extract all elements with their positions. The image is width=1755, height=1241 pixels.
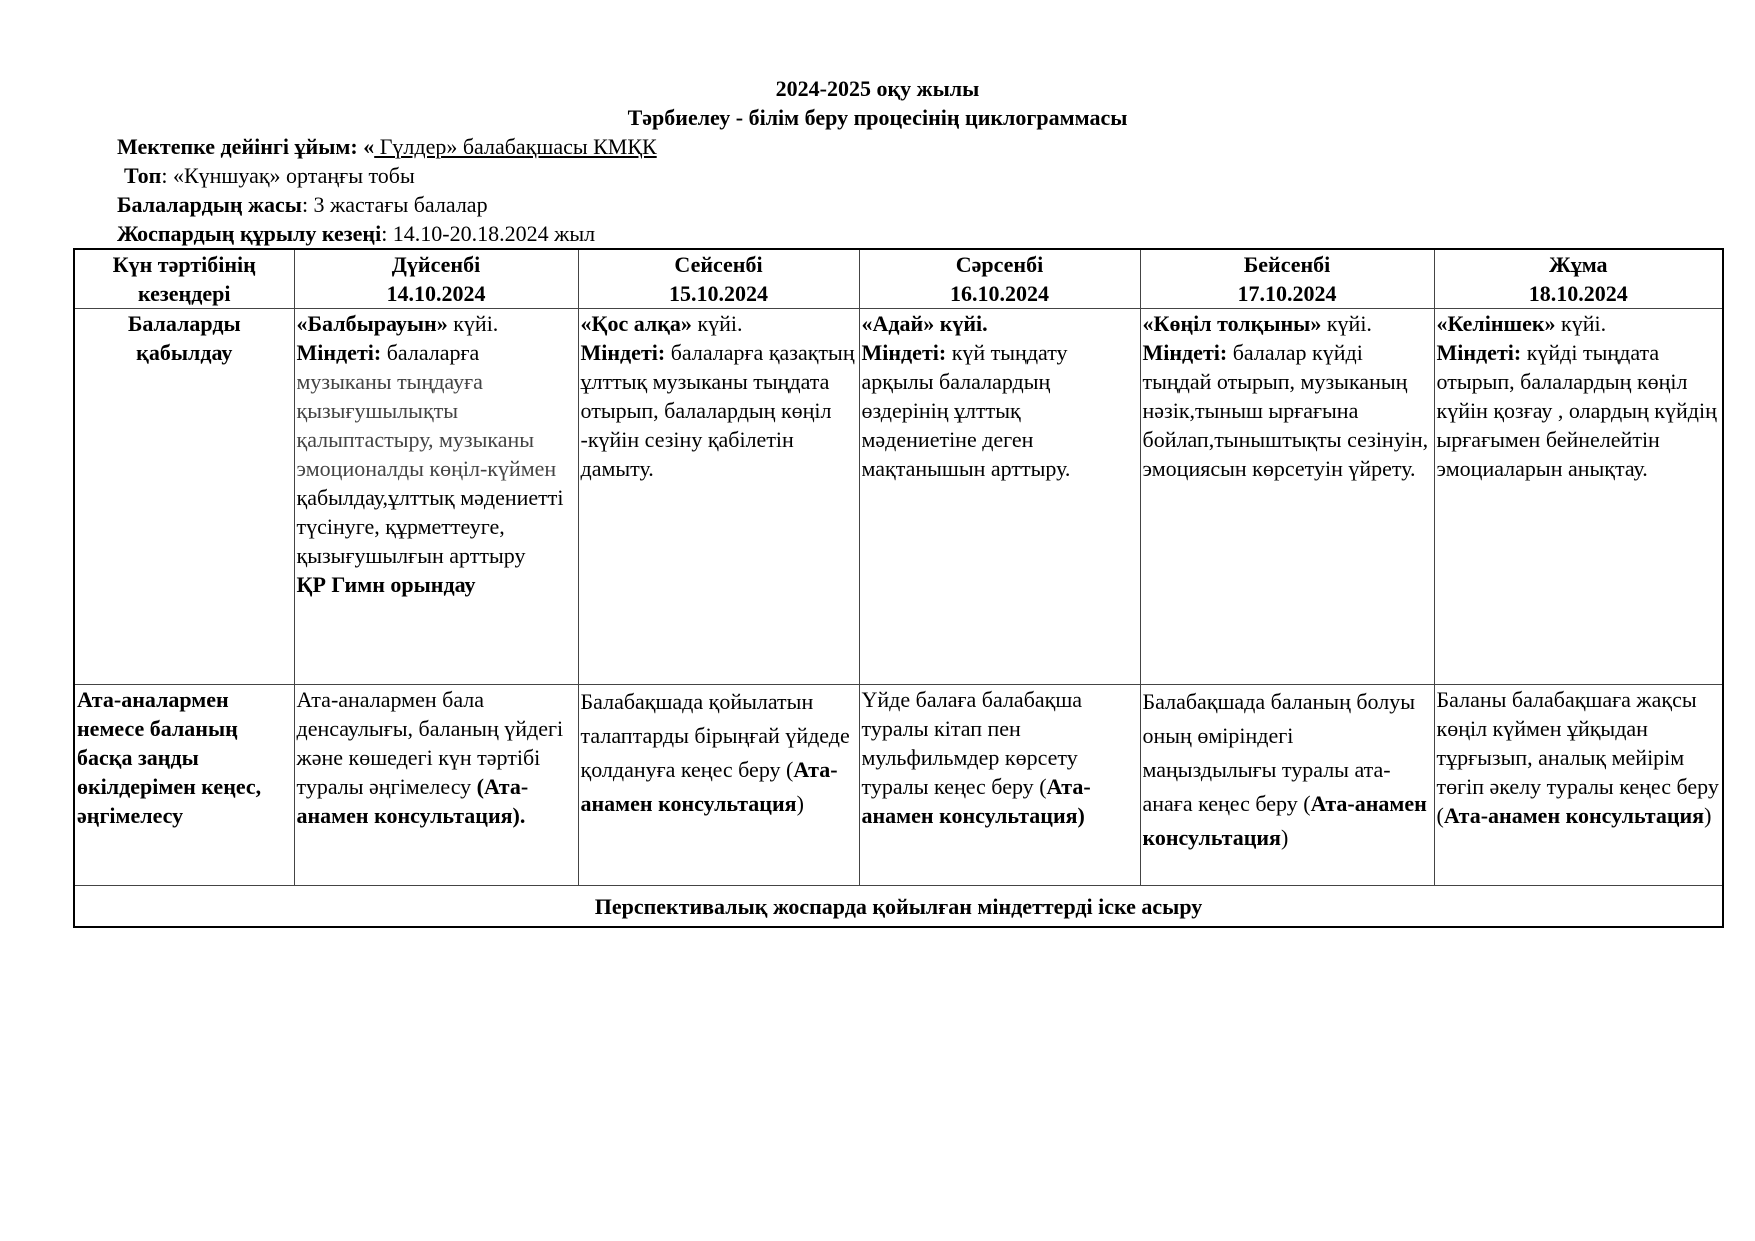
day-name: Сәрсенбі [955, 252, 1044, 277]
organization-value: Гүлдер» балабақшасы КМҚК [374, 134, 657, 159]
table-footer-row [74, 886, 1723, 928]
task-text: күй тыңдату арқылы балалардың өздерінің ұлттық мәдениетіне деген мақтанышын арттыру. [861, 340, 1071, 481]
cell-reception-friday [1434, 309, 1723, 685]
task-text-gray: музыканы тыңдауға қызығушылықты қалыптастыру, музыканы эмоционалды көңіл-күймен [296, 369, 557, 481]
table-row-reception [74, 309, 1723, 685]
age-label: Балалардың жасы [117, 192, 302, 217]
table-header-row [74, 249, 1723, 309]
activity-title: «Қос алқа» [580, 311, 692, 336]
advice-open: ( [786, 757, 794, 782]
task-label: Міндеті: [1436, 340, 1522, 365]
period-value: : 14.10-20.18.2024 жыл [381, 221, 596, 246]
cell-parents-monday [294, 685, 578, 886]
cell-reception-thursday [1140, 309, 1434, 685]
advice-tag: Ата-анамен консультация) [861, 774, 1091, 828]
advice-text: Баланы балабақшаға жақсы көңіл күймен ұйқыдан тұрғызып, аналық мейірім төгіп әкелу туралы кеңес беру [1436, 687, 1719, 799]
day-header-tuesday [578, 249, 859, 309]
period-line [117, 220, 595, 248]
task-text: балаларға [381, 340, 480, 365]
task-label: Міндеті: [1142, 340, 1228, 365]
advice-text: Балабақшада баланың болуы оның өміріндегі маңыздылығы туралы ата-анаға кеңес беру [1142, 689, 1416, 816]
footer-text: Перспективалық жоспарда қойылған міндеттерді іске асыру [74, 886, 1723, 928]
advice-text: Ата-аналармен бала денсаулығы, баланың үйдегі және көшедегі күн тәртібі туралы әңгімелесу [296, 687, 564, 799]
activity-suffix: күйі. [447, 311, 499, 336]
period-label: Жоспардың құрылу кезеңі [117, 221, 382, 246]
cell-parents-wednesday [859, 685, 1140, 886]
day-date: 18.10.2024 [1528, 281, 1628, 306]
cell-parents-thursday [1140, 685, 1434, 886]
day-name: Сейсенбі [674, 252, 763, 277]
day-name: Бейсенбі [1243, 252, 1331, 277]
activity-title: «Келіншек» [1436, 311, 1556, 336]
day-header-friday [1434, 249, 1723, 309]
advice-open: ( [1039, 774, 1047, 799]
row-label-parents: Ата-аналармен немесе баланың басқа заңды өкілдерімен кеңес, әңгімелесу [74, 685, 294, 886]
task-label: Міндеті: [296, 340, 382, 365]
age-line [117, 191, 488, 219]
advice-tag: Ата-анамен консультация [1443, 803, 1705, 828]
day-date: 17.10.2024 [1237, 281, 1337, 306]
day-date: 14.10.2024 [386, 281, 486, 306]
day-date: 16.10.2024 [950, 281, 1049, 306]
corner-header: Күн тәртібінің кезеңдері [74, 249, 294, 309]
organization-quote: « [363, 134, 375, 159]
advice-tag: (Ата-анамен консультация). [296, 774, 529, 828]
task-label: Міндеті: [861, 340, 947, 365]
advice-open: ( [1436, 803, 1444, 828]
group-line [124, 162, 415, 190]
activity-suffix: күйі. [1555, 311, 1607, 336]
cyclogram-table [73, 248, 1724, 928]
day-name: Дүйсенбі [391, 252, 481, 277]
advice-text: Балабақшада қойылатын талаптарды бірыңғай үйдеде қолдануға кеңес беру [580, 689, 850, 782]
task-label: Міндеті: [580, 340, 666, 365]
task-text: балалар күйді тыңдай отырып, музыканың нәзік,тыныш ырғағына бойлап,тыныштықты сезінуін, эмоциясын көрсетуін үйрету. [1142, 340, 1429, 481]
organization-label: Мектепке дейінгі ұйым: [117, 134, 358, 159]
academic-year: 2024-2025 оқу жылы [775, 76, 980, 101]
cell-reception-monday [294, 309, 578, 685]
advice-close: ) [1704, 803, 1712, 828]
age-value: : 3 жастағы балалар [301, 192, 488, 217]
day-header-thursday [1140, 249, 1434, 309]
document-title: Тәрбиелеу - білім беру процесінің циклограммасы [627, 105, 1128, 130]
row-label-reception: Балаларды қабылдау [74, 309, 294, 685]
day-date: 15.10.2024 [669, 281, 768, 306]
activity-suffix: күйі. [691, 311, 743, 336]
task-text: балаларға қазақтың ұлттық музыканы тыңдата отырып, балалардың көңіл -күйін сезіну қабілетін дамыту. [580, 340, 855, 481]
table-row-parents [74, 685, 1723, 886]
organization-line [117, 133, 657, 161]
day-header-wednesday [859, 249, 1140, 309]
cell-reception-tuesday [578, 309, 859, 685]
cell-reception-wednesday [859, 309, 1140, 685]
cell-parents-friday [1434, 685, 1723, 886]
group-label: Топ [124, 163, 162, 188]
anthem-note: ҚР Гимн орындау [296, 572, 476, 597]
group-value: : «Күншуақ» ортаңғы тобы [161, 163, 415, 188]
advice-tag: Ата-анамен консультация [1142, 791, 1427, 850]
task-text-continued: қабылдау,ұлттық мәдениетті түсінуге, құрметтеуге, қызығушылғын арттыру [296, 485, 564, 568]
day-header-monday [294, 249, 578, 309]
activity-title: «Көңіл толқыны» [1142, 311, 1322, 336]
advice-open: ( [1303, 791, 1311, 816]
activity-title: «Адай» күйі. [861, 311, 988, 336]
advice-tag: Ата-анамен консультация [580, 757, 838, 816]
advice-close: ) [796, 791, 804, 816]
day-name: Жұма [1548, 252, 1608, 277]
advice-text: Үйде балаға балабақша туралы кітап пен мульфильмдер көрсету туралы кеңес беру [861, 687, 1083, 799]
activity-title: «Балбырауын» [296, 311, 448, 336]
activity-suffix: күйі. [1321, 311, 1372, 336]
cell-parents-tuesday [578, 685, 859, 886]
task-text: күйді тыңдата отырып, балалардың көңіл күйін қозғау , олардың күйдің ырғағымен бейнелейтін эмоциаларын анықтау. [1436, 340, 1717, 481]
advice-close: ) [1280, 825, 1289, 850]
